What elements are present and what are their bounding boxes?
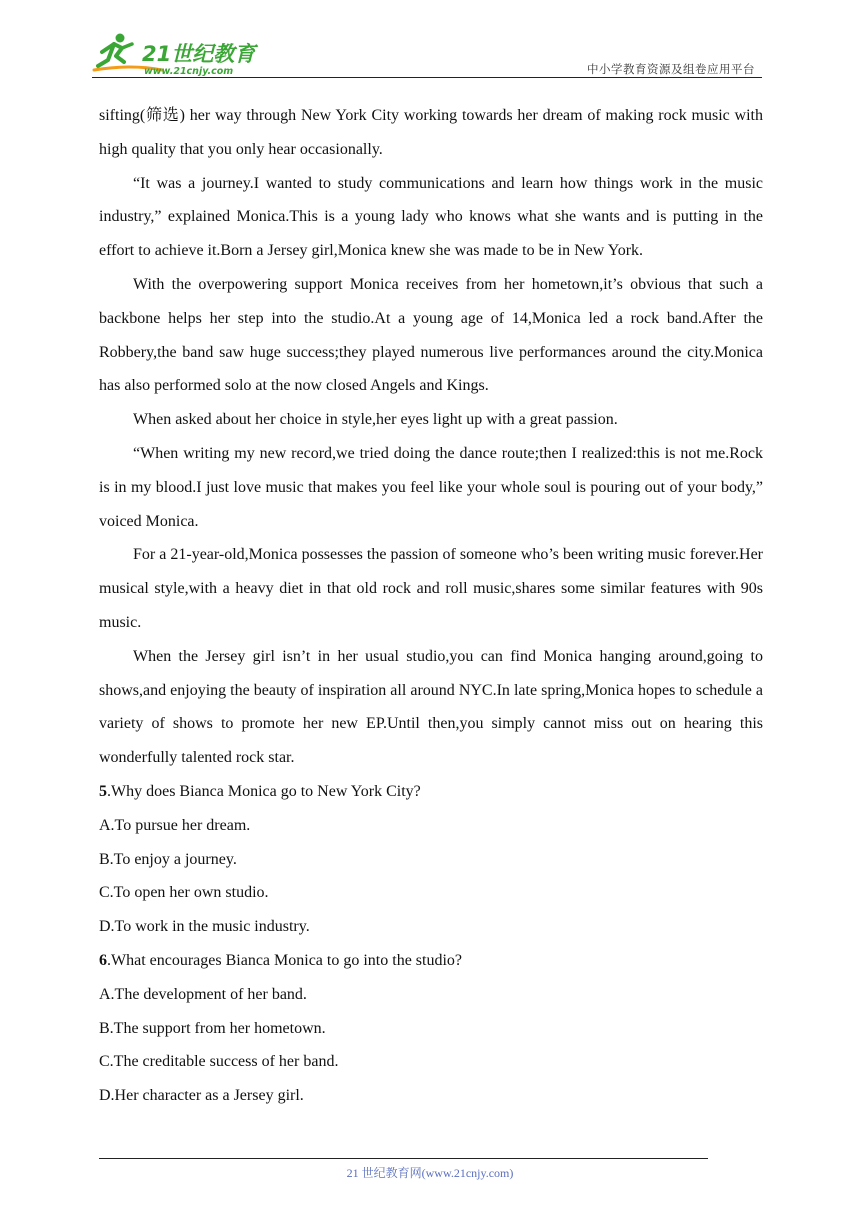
page-header (0, 0, 860, 80)
passage-paragraph: sifting(筛选) her way through New York City working towards her dream of making rock music with high quality that you only hear occasionally. (99, 107, 763, 158)
question-text: .Why does Bianca Monica go to New York City? (107, 782, 421, 800)
answer-option: C.The creditable success of her band. (99, 1053, 339, 1071)
answer-option: B.To enjoy a journey. (99, 850, 237, 868)
document-body (99, 99, 763, 1113)
passage-paragraph: With the overpowering support Monica receives from her hometown,it’s obvious that such a backbone helps her step into the studio.At a young age of 14,Monica led a rock band.After the Robbery,the band saw huge success;they played numerous live performances around the city.Monica has also performed solo at the now closed Angels and Kings. (99, 275, 763, 395)
answer-option: A.The development of her band. (99, 985, 307, 1003)
question-stem (99, 775, 763, 809)
page-footer: 21 世纪教育网(www.21cnjy.com) (346, 1166, 514, 1180)
header-platform-text: 中小学教育资源及组卷应用平台 (587, 62, 755, 76)
passage-paragraph: “It was a journey.I wanted to study communications and learn how things work in the music industry,” explained Monica.This is a young lady who knows what she wants and is putting in the effort to achieve it.Born a Jersey girl,Monica knew she was made to be in New York. (99, 174, 763, 260)
answer-option: C.To open her own studio. (99, 884, 269, 902)
answer-option: D.Her character as a Jersey girl. (99, 1087, 304, 1105)
question-number: 6 (99, 951, 107, 969)
logo-url: www.21cnjy.com (144, 66, 234, 77)
footer-divider (99, 1158, 708, 1159)
answer-option: A.To pursue her dream. (99, 816, 251, 834)
passage-paragraph: When the Jersey girl isn’t in her usual studio,you can find Monica hanging around,going to shows,and enjoying the beauty of inspiration all around NYC.In late spring,Monica hopes to schedule a variety of shows to promote her new EP.Until then,you simply cannot miss out on hearing this wonderfully talented rock star. (99, 647, 763, 767)
passage-paragraph: For a 21-year-old,Monica possesses the passion of someone who’s been writing music forever.Her musical style,with a heavy diet in that old rock and roll music,shares some similar features with 90s music. (99, 546, 763, 631)
question-text: .What encourages Bianca Monica to go into the studio? (107, 951, 463, 969)
answer-option: D.To work in the music industry. (99, 918, 310, 936)
question-stem (99, 944, 763, 978)
passage-paragraph: When asked about her choice in style,her eyes light up with a great passion. (133, 411, 618, 429)
logo-text: 21世纪教育 (142, 42, 256, 66)
site-logo (92, 32, 262, 78)
question-number: 5 (99, 782, 107, 800)
passage-paragraph: “When writing my new record,we tried doing the dance route;then I realized:this is not me.Rock is in my blood.I just love music that makes you feel like your whole soul is pouring out of your body,” voiced Monica. (99, 444, 763, 530)
header-divider (92, 77, 762, 78)
answer-option: B.The support from her hometown. (99, 1019, 326, 1037)
